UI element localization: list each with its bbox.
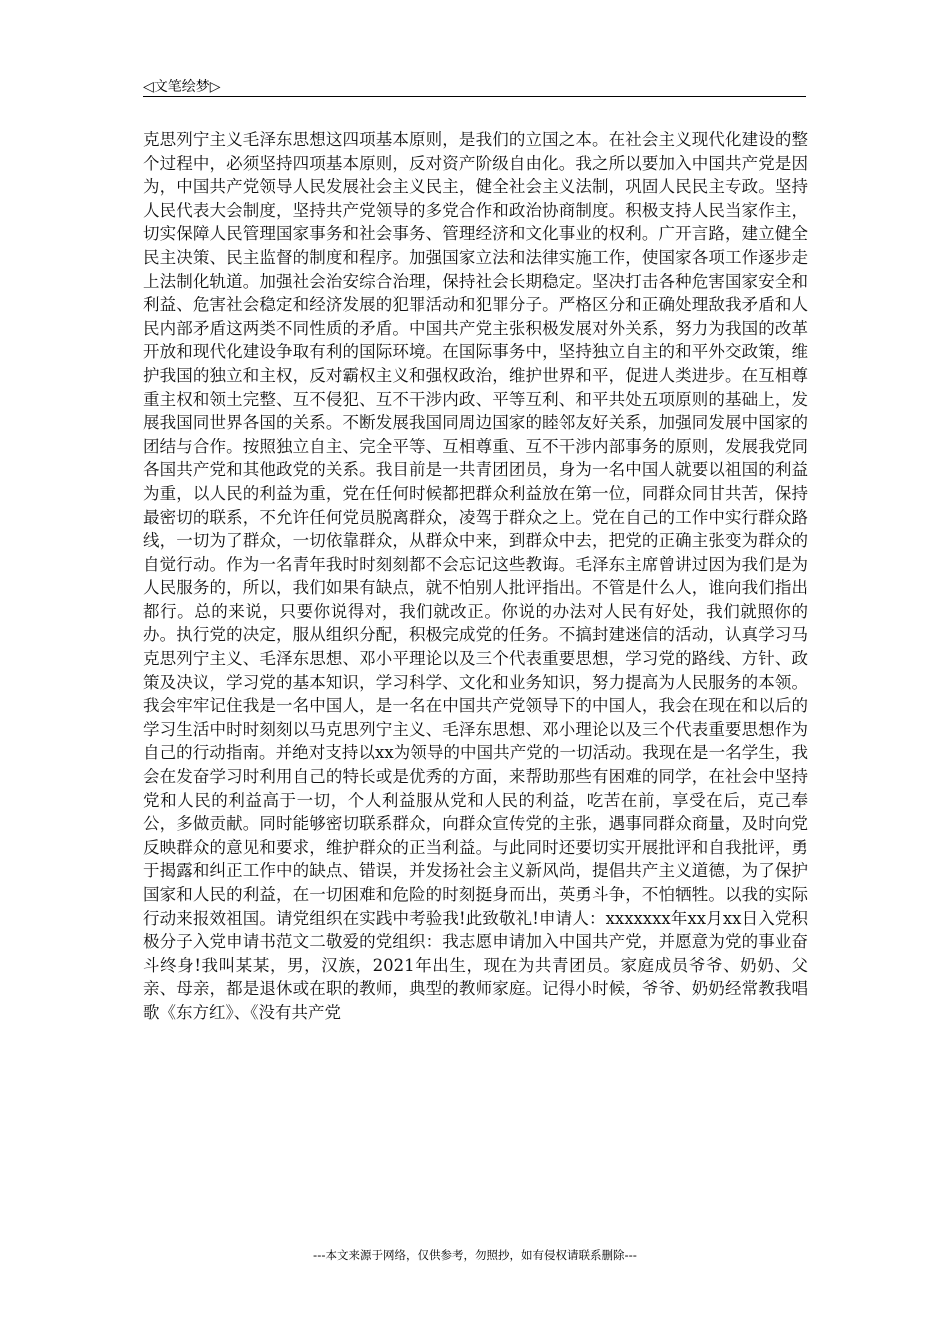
body-paragraph: 克思列宁主义毛泽东思想这四项基本原则，是我们的立国之本。在社会主义现代化建设的整个过程中，必须坚持四项基本原则，反对资产阶级自由化。我之所以要加入中国共产党是因为，中国共产党领导人民发展社会主义民主，健全社会主义法制，巩固人民民主专政。坚持人民代表大会制度，坚持共产党领导的多党合作和政治协商制度。积极支持人民当家作主，切实保障人民管理国家事务和社会事务、管理经济和文化事业的权利。广开言路，建立健全民主决策、民主监督的制度和程序。加强国家立法和法律实施工作，使国家各项工作逐步走上法制化轨道。加强社会治安综合治理，保持社会长期稳定。坚决打击各种危害国家安全和利益、危害社会稳定和经济发展的犯罪活动和犯罪分子。严格区分和正确处理敌我矛盾和人民内部矛盾这两类不同性质的矛盾。中国共产党主张积极发展对外关系，努力为我国的改革开放和现代化建设争取有利的国际环境。在国际事务中，坚持独立自主的和平外交政策，维护我国的独立和主权，反对霸权主义和强权政治，维护世界和平，促进人类进步。在互相尊重主权和领土完整、互不侵犯、互不干涉内政、平等互利、和平共处五项原则的基础上，发展我国同世界各国的关系。不断发展我国同周边国家的睦邻友好关系，加强同发展中国家的团结与合作。按照独立自主、完全平等、互相尊重、互不干涉内部事务的原则，发展我党同各国共产党和其他政党的关系。我目前是一共青团团员，身为一名中国人就要以祖国的利益为重，以人民的利益为重，党在任何时候都把群众利益放在第一位，同群众同甘共苦，保持最密切的联系，不允许任何党员脱离群众，凌驾于群众之上。党在自己的工作中实行群众路线，一切为了群众，一切依靠群众，从群众中来，到群众中去，把党的正确主张变为群众的自觉行动。作为一名青年我时时刻刻都不会忘记这些教诲。毛泽东主席曾讲过因为我们是为人民服务的，所以，我们如果有缺点，就不怕别人批评指出。不管是什么人，谁向我们指出都行。总的来说，只要你说得对，我们就改正。你说的办法对人民有好处，我们就照你的办。执行党的决定，服从组织分配，积极完成党的任务。不搞封建迷信的活动，认真学习马克思列宁主义、毛泽东思想、邓小平理论以及三个代表重要思想，学习党的路线、方针、政策及决议，学习党的基本知识，学习科学、文化和业务知识，努力提高为人民服务的本领。我会牢牢记住我是一名中国人，是一名在中国共产党领导下的中国人，我会在现在和以后的学习生活中时时刻刻以马克思列宁主义、毛泽东思想、邓小理论以及三个代表重要思想作为自己的行动指南。并绝对支持以xx为领导的中国共产党的一切活动。我现在是一名学生，我会在发奋学习时利用自己的特长或是优秀的方面，来帮助那些有困难的同学，在社会中坚持党和人民的利益高于一切，个人利益服从党和人民的利益，吃苦在前，享受在后，克己奉公，多做贡献。同时能够密切联系群众，向群众宣传党的主张，遇事同群众商量，及时向党反映群众的意见和要求，维护群众的正当利益。与此同时还要切实开展批评和自我批评，勇于揭露和纠正工作中的缺点、错误，并发扬社会主义新风尚，提倡共产主义道德，为了保护国家和人民的利益，在一切困难和危险的时刻挺身而出，英勇斗争，不怕牺牲。以我的实际行动来报效祖国。请党组织在实践中考验我!此致敬礼!申请人：xxxxxxx年xx月xx日入党积极分子入党申请书范文二敬爱的党组织：我志愿申请加入中国共产党，并愿意为党的事业奋斗终身!我叫某某，男，汉族，2021年出生，现在为共青团员。家庭成员爷爷、奶奶、父亲、母亲，都是退休或在职的教师，典型的教师家庭。记得小时候，爷爷、奶奶经常教我唱歌《东方红》、《没有共产党	[143, 130, 808, 1022]
header-title: ◁文笔绘梦▷	[143, 79, 221, 95]
footer-notice: ---本文来源于网络，仅供参考，勿照抄，如有侵权请联系删除---	[313, 1248, 637, 1262]
page-header	[143, 70, 806, 97]
